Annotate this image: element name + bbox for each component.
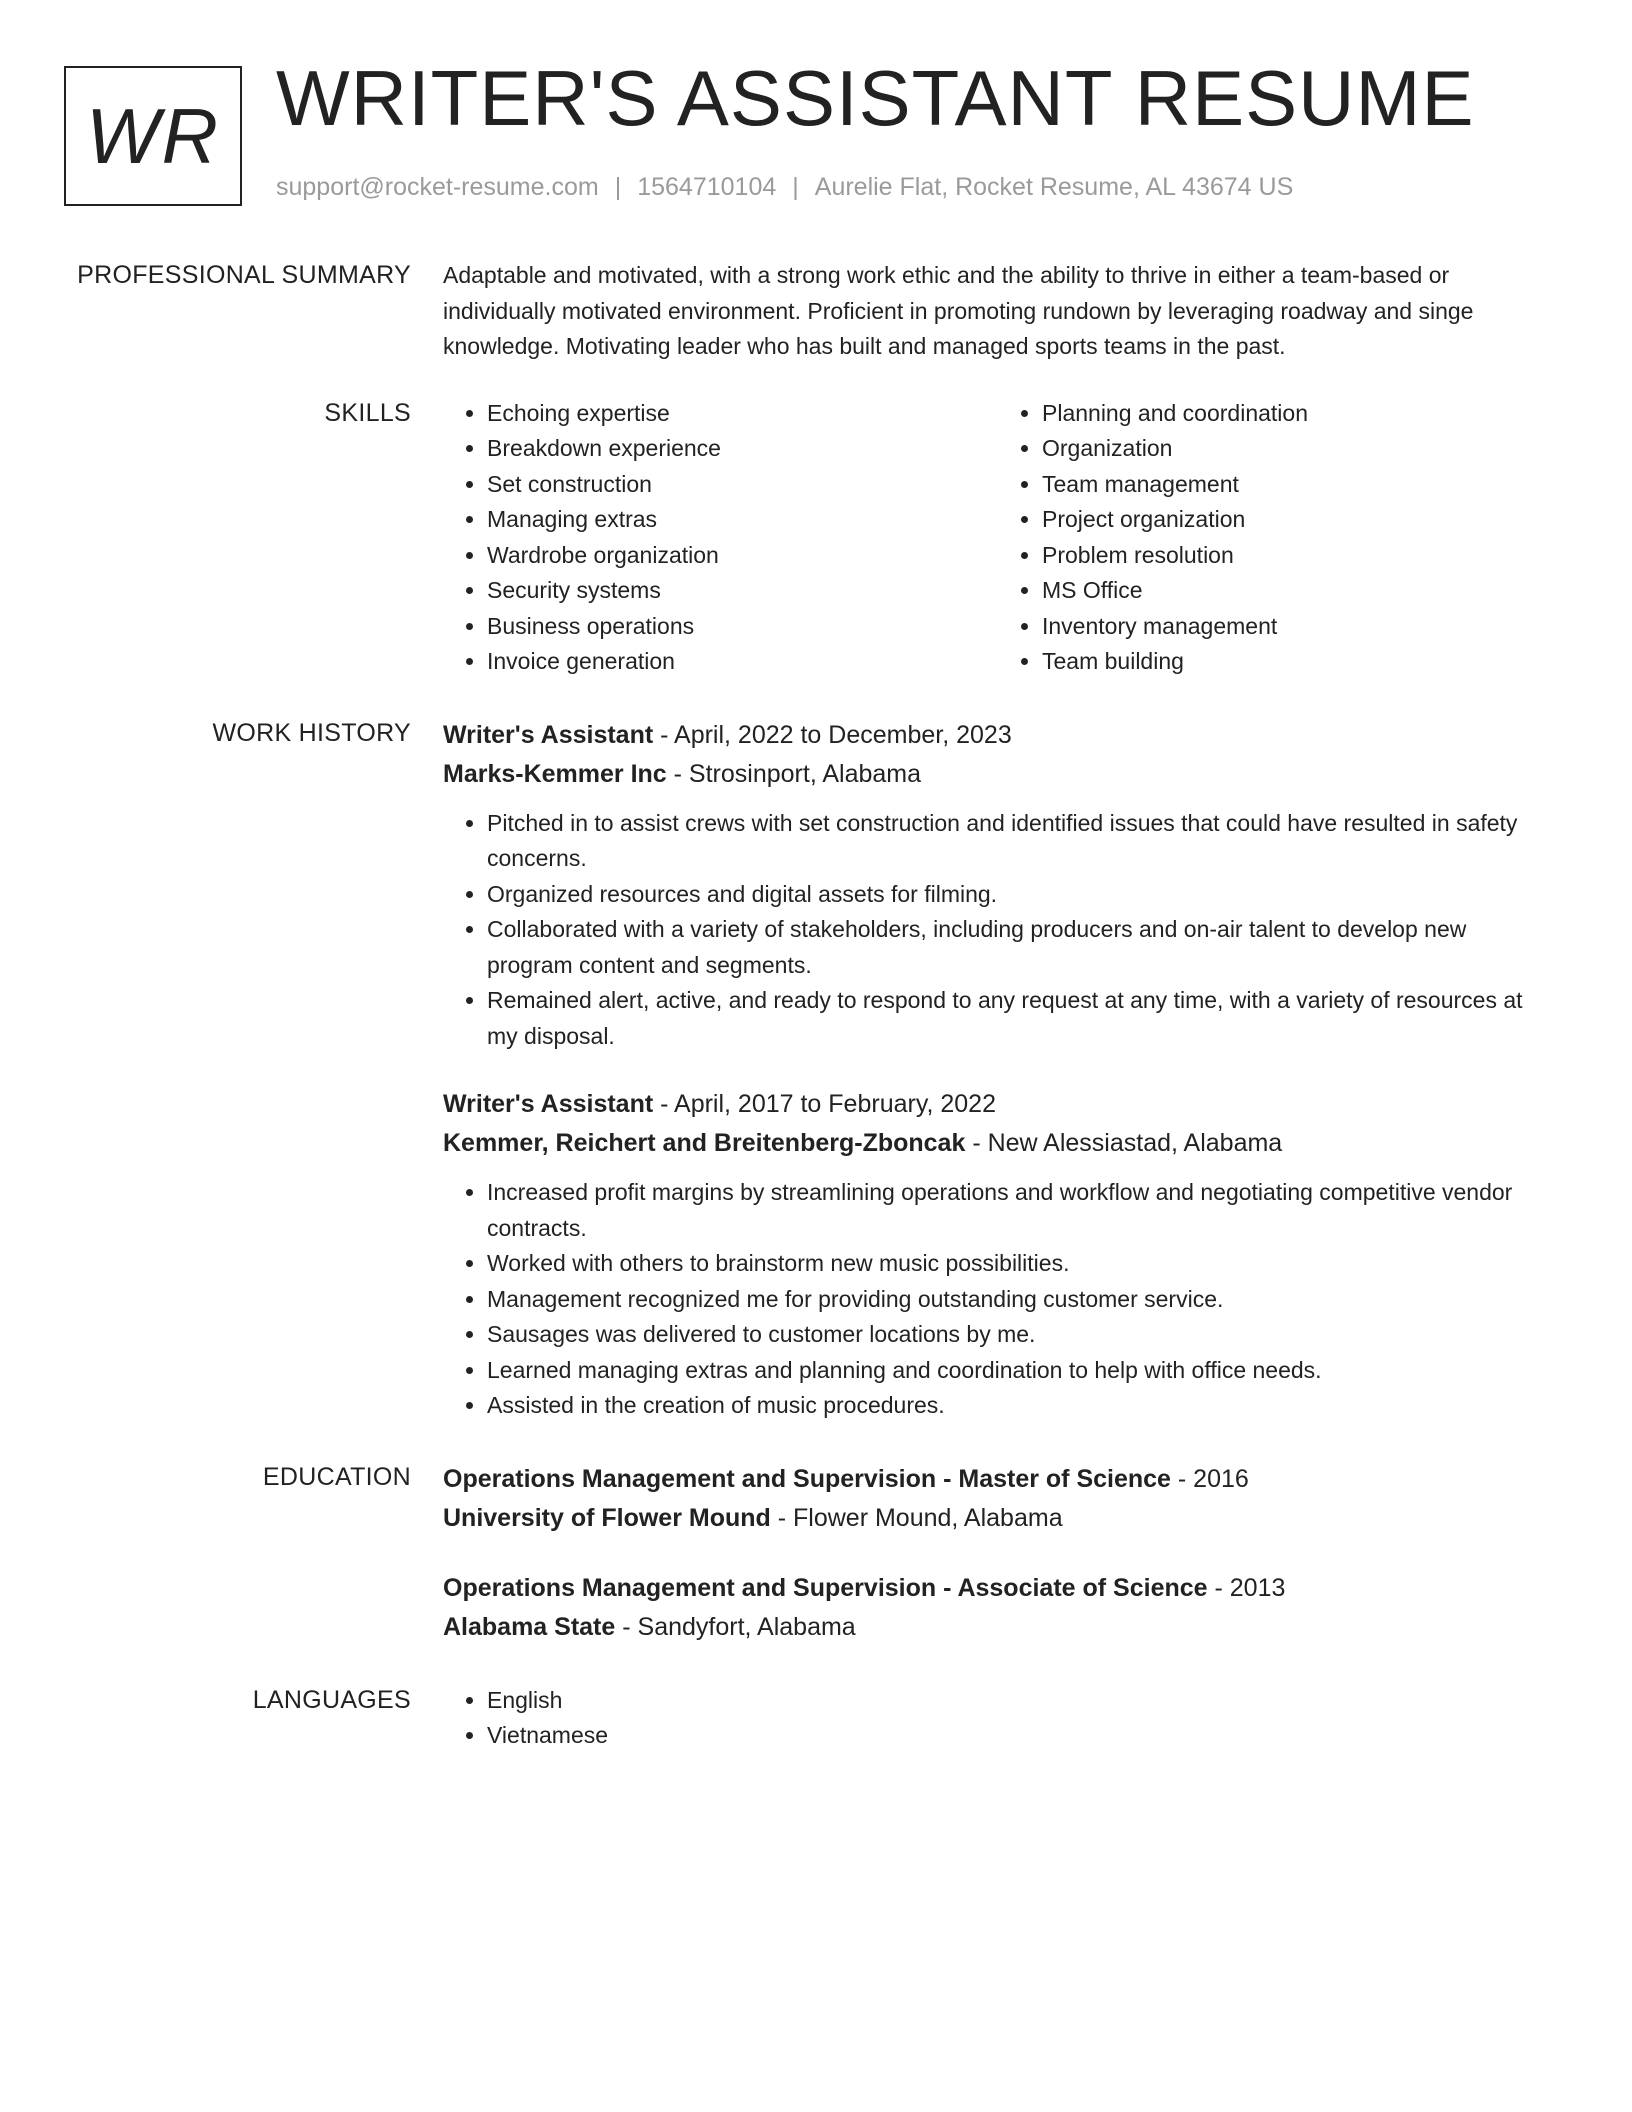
contact-separator: |: [614, 173, 622, 201]
job-entry: [443, 716, 1553, 1055]
section-summary: [0, 258, 1632, 365]
skill-item: • Business operations: [487, 609, 998, 645]
school-name: University of Flower Mound: [443, 1503, 771, 1532]
skill-item: • Managing extras: [487, 502, 998, 538]
section-title-languages: LANGUAGES: [252, 1685, 411, 1714]
education-body: [443, 1460, 1553, 1647]
monogram-badge: WR: [64, 66, 242, 206]
job-bullets: [443, 1175, 1553, 1424]
job-bullet: • Management recognized me for providing outstanding customer service.: [487, 1282, 1553, 1318]
school-line: [443, 1499, 1553, 1538]
skill-item: • Inventory management: [1042, 609, 1553, 645]
section-education: [0, 1460, 1632, 1647]
job-bullet: • Collaborated with a variety of stakeholders, including producers and on-air talent to develop new program content and segments.: [487, 912, 1553, 983]
job-entry: [443, 1085, 1553, 1424]
contact-phone: 1564710104: [637, 173, 777, 201]
summary-body: [443, 258, 1553, 365]
job-role-line: [443, 1085, 1553, 1124]
contact-address: Aurelie Flat, Rocket Resume, AL 43674 US: [814, 173, 1294, 201]
skills-list-left: [443, 396, 998, 680]
degree-name: Operations Management and Supervision - Associate of Science: [443, 1573, 1208, 1602]
skill-item: • Security systems: [487, 573, 998, 609]
job-company-line: [443, 1124, 1553, 1163]
contact-email: support@rocket-resume.com: [276, 173, 599, 201]
job-bullets: [443, 806, 1553, 1055]
job-bullet: • Increased profit margins by streamlining operations and workflow and negotiating competitive vendor contracts.: [487, 1175, 1553, 1246]
degree-line: [443, 1569, 1553, 1608]
education-entry: [443, 1569, 1553, 1647]
job-company: Marks-Kemmer Inc: [443, 759, 667, 788]
job-bullet: • Remained alert, active, and ready to respond to any request at any time, with a variety of resources at my disposal.: [487, 983, 1553, 1054]
skill-item: • Wardrobe organization: [487, 538, 998, 574]
job-bullet: • Assisted in the creation of music procedures.: [487, 1388, 1553, 1424]
skill-item: • Breakdown experience: [487, 431, 998, 467]
skill-item: • Invoice generation: [487, 644, 998, 680]
job-bullet: • Pitched in to assist crews with set construction and identified issues that could have resulted in safety concerns.: [487, 806, 1553, 877]
contact-line: [276, 173, 1293, 202]
school-line: [443, 1608, 1553, 1647]
language-item: • Vietnamese: [487, 1718, 1553, 1754]
job-role: Writer's Assistant: [443, 720, 654, 749]
school-name: Alabama State: [443, 1612, 616, 1641]
school-location: - Sandyfort, Alabama: [615, 1612, 856, 1641]
job-bullet: • Worked with others to brainstorm new music possibilities.: [487, 1246, 1553, 1282]
skill-item: • Team building: [1042, 644, 1553, 680]
summary-text: Adaptable and motivated, with a strong work ethic and the ability to thrive in either a team-based or individually motivated environment. Proficient in promoting rundown by leveraging roadway and singe knowledge. Motivating leader who has built and managed sports teams in the past.: [443, 262, 1474, 359]
skill-item: • Team management: [1042, 467, 1553, 503]
skill-item: • Project organization: [1042, 502, 1553, 538]
job-bullet: • Learned managing extras and planning and coordination to help with office needs.: [487, 1353, 1553, 1389]
degree-line: [443, 1460, 1553, 1499]
job-company-line: [443, 755, 1553, 794]
job-dates: - April, 2017 to February, 2022: [653, 1090, 996, 1118]
degree-name: Operations Management and Supervision - Master of Science: [443, 1464, 1171, 1493]
skill-item: • Set construction: [487, 467, 998, 503]
languages-body: [443, 1683, 1553, 1754]
job-bullet: • Sausages was delivered to customer locations by me.: [487, 1317, 1553, 1353]
skill-item: • Planning and coordination: [1042, 396, 1553, 432]
skill-item: • Organization: [1042, 431, 1553, 467]
job-location: - Strosinport, Alabama: [666, 759, 922, 788]
skill-item: • Problem resolution: [1042, 538, 1553, 574]
section-title-work-history: WORK HISTORY: [212, 718, 411, 747]
skill-item: • MS Office: [1042, 573, 1553, 609]
work-history-body: [443, 716, 1553, 1424]
job-dates: - April, 2022 to December, 2023: [653, 720, 1012, 749]
section-title-summary: PROFESSIONAL SUMMARY: [77, 261, 411, 289]
degree-year: - 2016: [1170, 1464, 1249, 1493]
education-entry: [443, 1460, 1553, 1538]
degree-year: - 2013: [1207, 1573, 1286, 1602]
language-item: • English: [487, 1683, 1553, 1719]
section-title-education: EDUCATION: [262, 1462, 411, 1491]
skills-list-right: [998, 396, 1553, 680]
languages-list: [443, 1683, 1553, 1754]
section-languages: [0, 1683, 1632, 1754]
job-role: Writer's Assistant: [443, 1090, 654, 1118]
skill-item: • Echoing expertise: [487, 396, 998, 432]
resume-title: WRITER'S ASSISTANT RESUME: [276, 54, 1475, 142]
section-title-skills: SKILLS: [324, 398, 411, 427]
job-company: Kemmer, Reichert and Breitenberg-Zboncak: [443, 1129, 966, 1157]
resume-sections: [0, 258, 1632, 1754]
skills-body: [443, 396, 1553, 680]
job-role-line: [443, 716, 1553, 755]
section-work-history: [0, 716, 1632, 1424]
section-skills: [0, 396, 1632, 680]
school-location: - Flower Mound, Alabama: [770, 1503, 1063, 1532]
job-bullet: • Organized resources and digital assets for filming.: [487, 877, 1553, 913]
contact-separator: |: [792, 173, 799, 201]
job-location: - New Alessiastad, Alabama: [965, 1129, 1283, 1157]
